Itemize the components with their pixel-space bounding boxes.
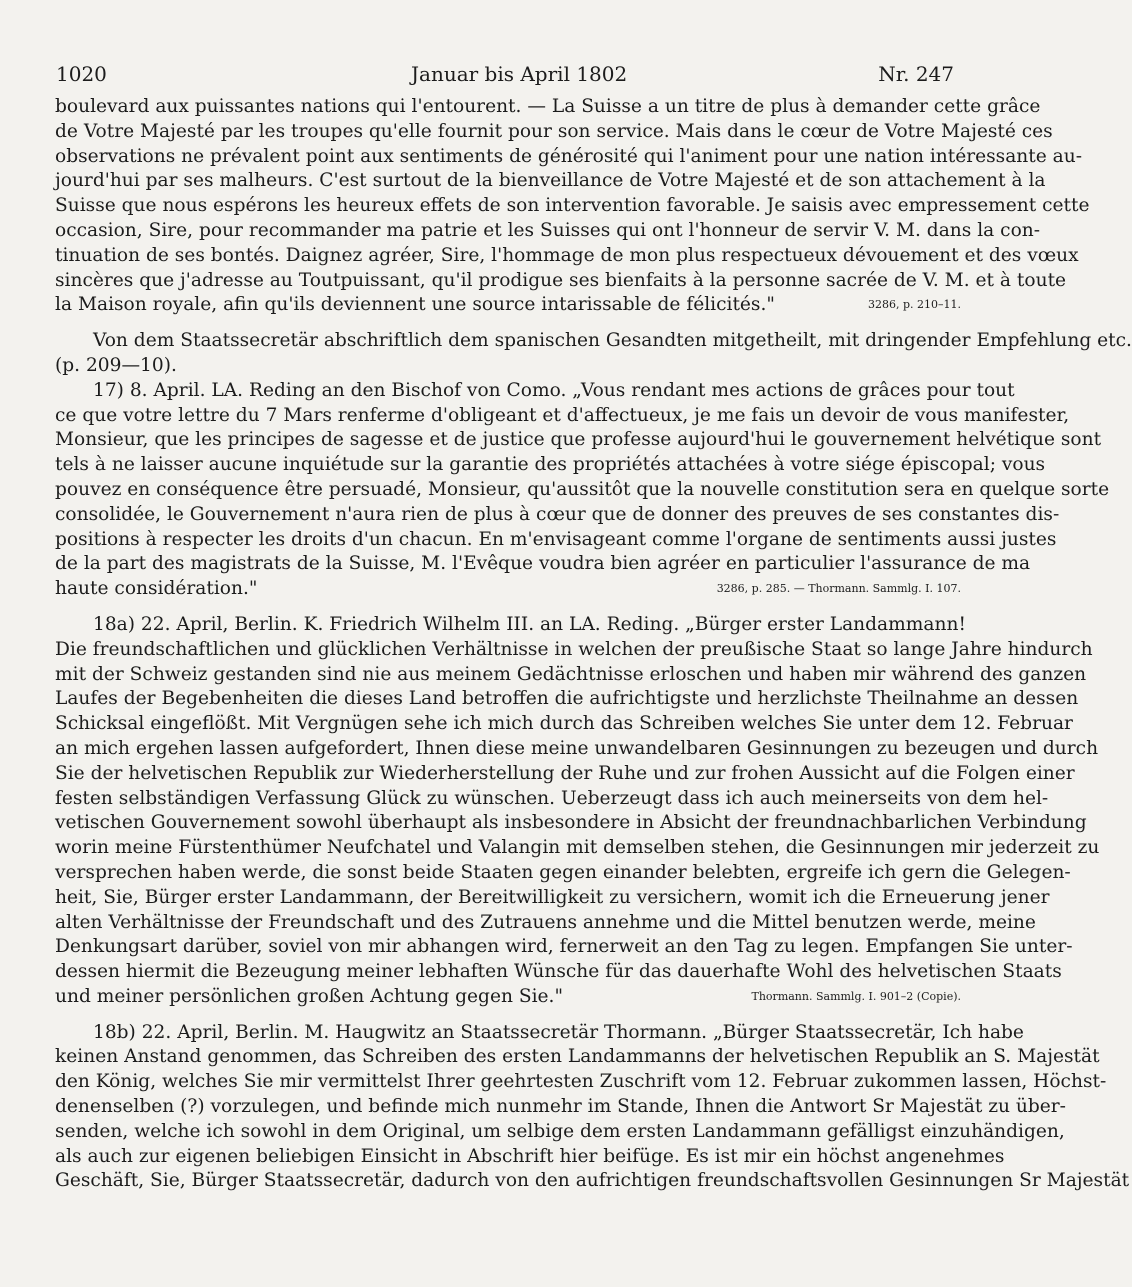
text-line: de la part des magistrats de la Suisse, M. l'Evêque voudra bien agréer en particulier l'assurance de ma bbox=[55, 553, 1031, 575]
entry-heading-line: 18b) 22. April, Berlin. M. Haugwitz an Staatssecretär Thormann. „Bürger Staatssecretär, Ich habe bbox=[93, 1021, 1024, 1043]
text-line: jourd'hui par ses malheurs. C'est surtout de la bienveillance de Votre Majesté et de son attachement à la bbox=[55, 170, 1046, 192]
source-citation: Thormann. Sammlg. I. 901–2 (Copie). bbox=[751, 989, 961, 1003]
text-line: consolidée, le Gouvernement n'aura rien de plus à cœur que de donner des preuves de ses constantes dis- bbox=[55, 503, 1060, 525]
text-line-last bbox=[55, 577, 961, 602]
text-line: versprechen haben werde, die sonst beide Staaten gegen einander belebten, ergreife ich gern die Gelegen- bbox=[55, 861, 1071, 883]
text-line-content: und meiner persönlichen großen Achtung gegen Sie." bbox=[55, 985, 563, 1007]
text-line: worin meine Fürstenthümer Neufchatel und Valangin mit demselben stehen, die Gesinnungen mir jederzeit zu bbox=[55, 837, 1100, 859]
entry-heading-line: 17) 8. April. LA. Reding an den Bischof von Como. „Vous rendant mes actions de grâces pour tout bbox=[93, 379, 1015, 401]
document-number: Nr. 247 bbox=[878, 62, 954, 86]
text-line: Denkungsart darüber, soviel von mir abhangen wird, fernerweit an den Tag zu legen. Empfangen Sie unter- bbox=[55, 936, 1073, 958]
text-line: ce que votre lettre du 7 Mars renferme d'obligeant et d'affectueux, je me fais un devoir de vous manifester, bbox=[55, 404, 1070, 426]
text-line: Von dem Staatssecretär abschriftlich dem spanischen Gesandten mitgetheilt, mit dringender Empfehlung etc. bbox=[93, 330, 1132, 352]
text-line: tinuation de ses bontés. Daignez agréer, Sire, l'hommage de mon plus respectueux dévouement et des vœux bbox=[55, 244, 1079, 266]
text-line: senden, welche ich sowohl in dem Original, um selbige dem ersten Landammann gefälligst einzuhändigen, bbox=[55, 1120, 1065, 1142]
text-line: observations ne prévalent point aux sentiments de générosité qui l'animent pour une nation intéressante au- bbox=[55, 145, 1082, 167]
text-line-content: la Maison royale, afin qu'ils deviennent une source intarissable de félicités." bbox=[55, 294, 775, 316]
text-line: vetischen Gouvernement sowohl überhaupt als insbesondere in Absicht der freundnachbarlichen Verbindung bbox=[55, 812, 1087, 834]
text-line: festen selbständigen Verfassung Glück zu wünschen. Ueberzeugt dass ich auch meinerseits von dem hel- bbox=[55, 787, 1049, 809]
paragraph-entry-18a bbox=[55, 613, 1100, 1010]
text-line: als auch zur eigenen beliebigen Einsicht in Abschrift hier beifüge. Es ist mir ein höchst angenehmes bbox=[55, 1145, 1005, 1167]
text-line: boulevard aux puissantes nations qui l'entourent. — La Suisse a un titre de plus à demander cette grâce bbox=[55, 96, 1041, 117]
text-line: Schicksal eingeflößt. Mit Vergnügen sehe ich mich durch das Schreiben welches Sie unter dem 12. Februar bbox=[55, 713, 1073, 735]
running-title: Januar bis April 1802 bbox=[411, 62, 628, 86]
text-line: alten Verhältnisse der Freundschaft und des Zutrauens annehme und die Mittel benutzen werde, meine bbox=[55, 911, 1036, 933]
text-line: positions à respecter les droits d'un chacun. En m'envisageant comme l'organe de sentiments aussi justes bbox=[55, 528, 1057, 550]
text-line: den König, welches Sie mir vermittelst Ihrer geehrtesten Zuschrift vom 12. Februar zukommen lassen, Höchst- bbox=[55, 1071, 1107, 1093]
text-line: Monsieur, que les principes de sagesse et de justice que professe aujourd'hui le gouvernement helvétique sont bbox=[55, 429, 1102, 451]
text-line: an mich ergehen lassen aufgefordert, Ihnen diese meine unwandelbaren Gesinnungen zu bezeugen und durch bbox=[55, 737, 1099, 759]
page-number: 1020 bbox=[56, 62, 107, 86]
text-line: Geschäft, Sie, Bürger Staatssecretär, dadurch von den aufrichtigen freundschaftsvollen Gesinnungen Sr Majestät bbox=[55, 1170, 1130, 1192]
text-line: keinen Anstand genommen, das Schreiben des ersten Landammanns der helvetischen Republik an S. Majestät bbox=[55, 1046, 1100, 1068]
text-line: (p. 209—10). bbox=[55, 354, 177, 376]
text-line: Laufes der Begebenheiten die dieses Land betroffen die aufrichtigste und herzlichste Theilnahme an dessen bbox=[55, 688, 1079, 710]
text-line: sincères que j'adresse au Toutpuissant, qu'il prodigue ses bienfaits à la personne sacrée de V. M. et à toute bbox=[55, 269, 1067, 291]
paragraph-petition-close bbox=[55, 95, 1090, 318]
text-line: heit, Sie, Bürger erster Landammann, der Bereitwilligkeit zu versichern, womit ich die Erneuerung jener bbox=[55, 886, 1050, 908]
text-line: denenselben (?) vorzulegen, und befinde mich nunmehr im Stande, Ihnen die Antwort Sr Majestät zu über- bbox=[55, 1096, 1066, 1118]
source-citation: 3286, p. 285. — Thormann. Sammlg. I. 107. bbox=[716, 582, 961, 596]
text-line: de Votre Majesté par les troupes qu'elle fournit pour son service. Mais dans le cœur de Votre Majesté ces bbox=[55, 120, 1053, 142]
text-line: tels à ne laisser aucune inquiétude sur la garantie des propriétés attachées à votre siége épiscopal; vous bbox=[55, 454, 1046, 476]
text-line: Suisse que nous espérons les heureux effets de son intervention favorable. Je saisis avec empressement cette bbox=[55, 195, 1090, 217]
text-line: Die freundschaftlichen und glücklichen Verhältnisse in welchen der preußische Staat so lange Jahre hindurch bbox=[55, 638, 1093, 660]
text-line: Sie der helvetischen Republik zur Wiederherstellung der Ruhe und zur frohen Aussicht auf die Folgen einer bbox=[55, 762, 1075, 784]
text-line: occasion, Sire, pour recommander ma patrie et les Suisses qui ont l'honneur de servir V. M. dans la con- bbox=[55, 219, 1041, 241]
source-citation: 3286, p. 210–11. bbox=[867, 298, 961, 312]
paragraph-communication-note bbox=[55, 329, 1132, 379]
text-line-content: haute considération." bbox=[55, 578, 258, 600]
paragraph-entry-18b bbox=[55, 1021, 1130, 1195]
entry-heading-line: 18a) 22. April, Berlin. K. Friedrich Wilhelm III. an LA. Reding. „Bürger erster Landammann! bbox=[93, 613, 966, 635]
text-line: pouvez en conséquence être persuadé, Monsieur, qu'aussitôt que la nouvelle constitution sera en quelque sorte bbox=[55, 478, 1110, 500]
text-line-last bbox=[55, 985, 961, 1010]
body-text bbox=[55, 95, 1132, 1194]
text-line: dessen hiermit die Bezeugung meiner lebhaften Wünsche für das dauerhafte Wohl des helvetischen Staats bbox=[55, 961, 1062, 983]
text-line-last bbox=[55, 293, 961, 318]
page-header bbox=[56, 62, 960, 88]
text-line: mit der Schweiz gestanden sind nie aus meinem Gedächtnisse erloschen und haben mir während des ganzen bbox=[55, 663, 1087, 685]
paragraph-entry-17 bbox=[55, 379, 1110, 602]
